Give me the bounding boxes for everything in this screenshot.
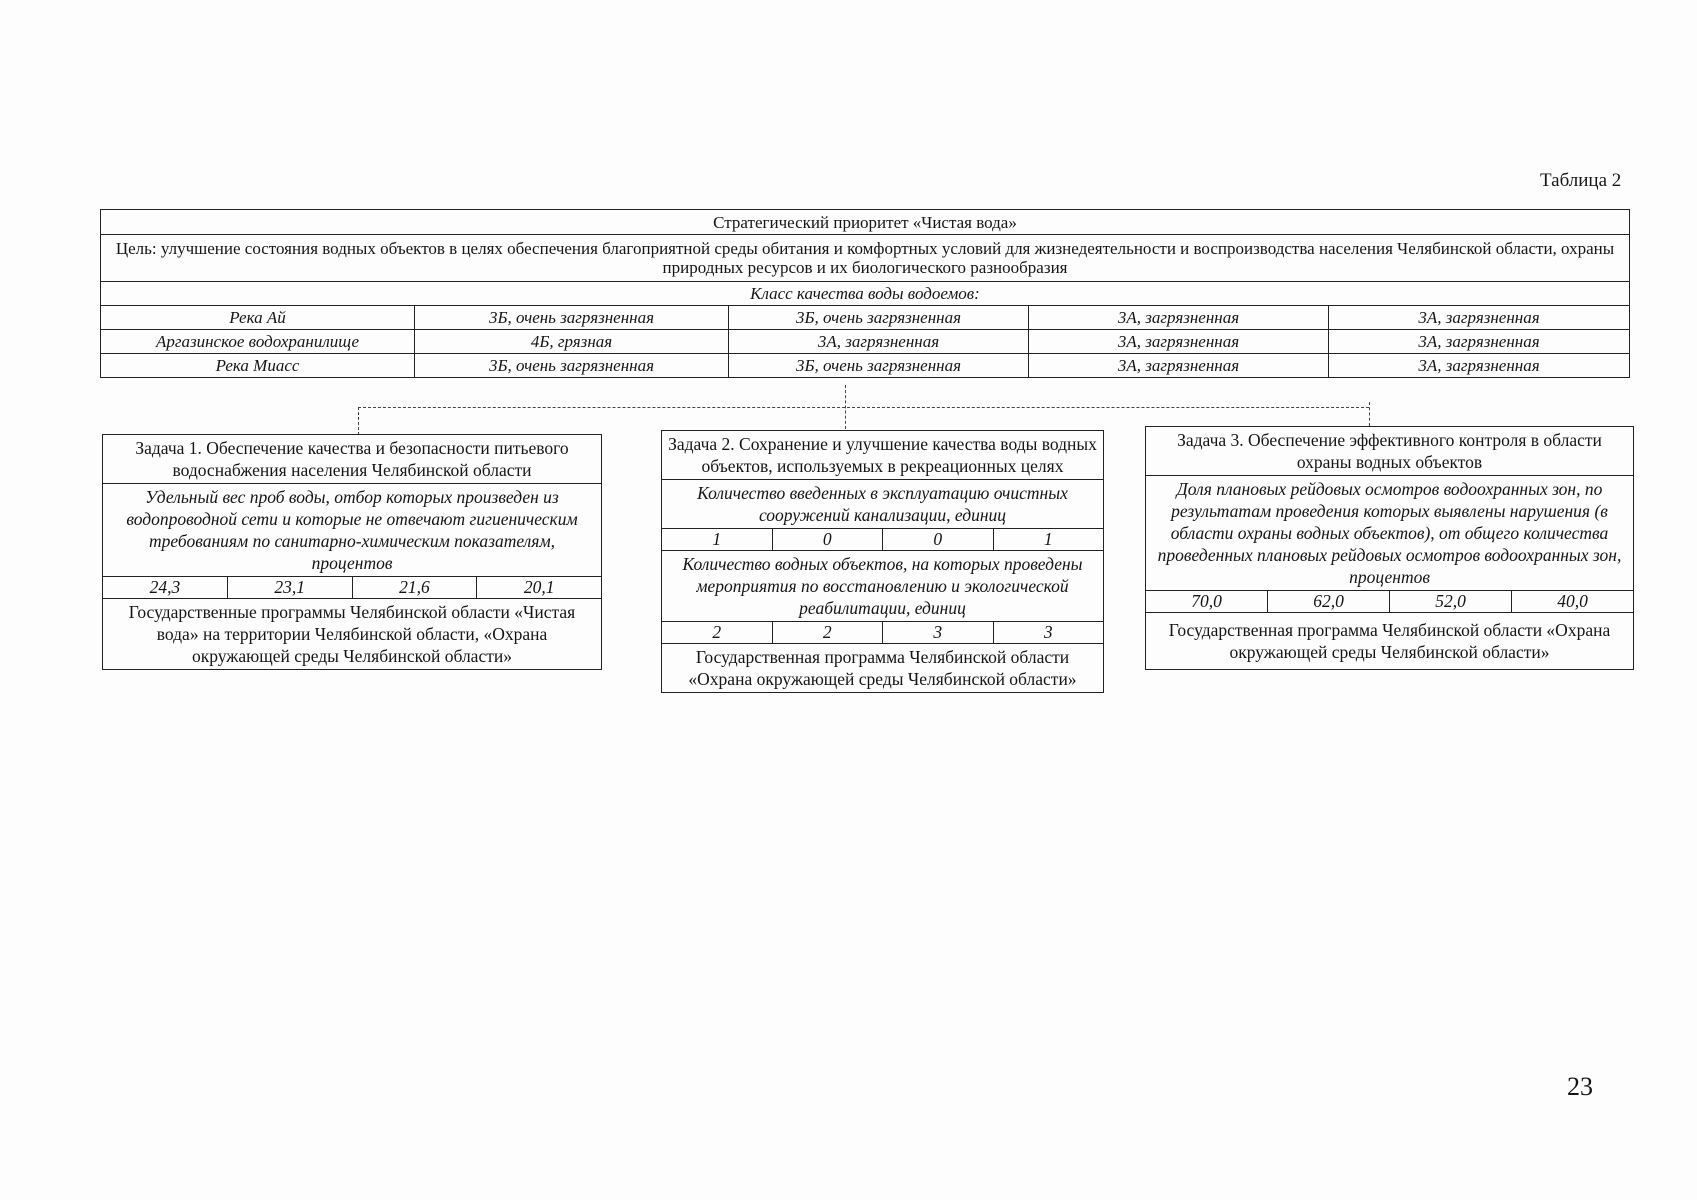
quality-class-cell: 3А, загрязненная: [1029, 306, 1329, 330]
connector-task-1: [358, 407, 359, 435]
indicator-value: 2: [662, 622, 773, 643]
connector-task-3: [1369, 402, 1370, 426]
indicator-text: Количество введенных в эксплуатацию очистных сооружений канализации, единиц: [662, 480, 1103, 529]
program-text: Государственная программа Челябинской области «Охрана окружающей среды Челябинской области»: [1168, 620, 1611, 662]
indicator-text: Количество водных объектов, на которых проведены мероприятия по восстановлению и экологической реабилитации, единиц: [662, 551, 1103, 622]
quality-class-cell: 3Б, очень загрязненная: [415, 306, 729, 330]
indicator-value: 21,6: [353, 577, 478, 598]
quality-class-cell: 4Б, грязная: [415, 330, 729, 354]
quality-class-cell: 3А, загрязненная: [1029, 330, 1329, 354]
goal-text: Цель: улучшение состояния водных объектов в целях обеспечения благоприятной среды обитания и комфортных условий для жизнедеятельности и воспроизводства населения Челябинской области, охраны природных ресурсов и их биологического разнообразия: [101, 235, 1630, 282]
table-row: [101, 354, 1630, 378]
table-label: Таблица 2: [1540, 170, 1622, 191]
quality-class-cell: 3Б, очень загрязненная: [729, 306, 1029, 330]
table-row: [101, 306, 1630, 330]
quality-class-cell: 3А, загрязненная: [729, 330, 1029, 354]
quality-class-cell: 3А, загрязненная: [1329, 330, 1630, 354]
task-title: Задача 1. Обеспечение качества и безопасности питьевого водоснабжения населения Челябинской области: [103, 435, 601, 484]
indicator-value: 3: [1043, 622, 1053, 642]
indicator-values: [662, 529, 1103, 551]
indicator-value: 24,3: [103, 577, 228, 598]
table-row: [101, 330, 1630, 354]
strategic-priority-table: [100, 209, 1630, 378]
quality-class-cell: 3А, загрязненная: [1329, 306, 1630, 330]
connector-branch: [358, 407, 1369, 408]
task-3-box: [1145, 426, 1634, 670]
indicator-value: 1: [1043, 529, 1053, 549]
indicator-text: Удельный вес проб воды, отбор которых произведен из водопроводной сети и которые не отвечают гигиеническим требованиям по санитарно-химическим показателям, процентов: [103, 484, 601, 577]
indicator-value: 1: [662, 529, 773, 550]
indicator-value: 62,0: [1268, 591, 1390, 612]
indicator-value: 52,0: [1390, 591, 1512, 612]
page-number: 23: [1567, 1072, 1593, 1101]
task-2-box: [661, 430, 1104, 693]
indicator-text: Доля плановых рейдовых осмотров водоохранных зон, по результатам проведения которых выявлены нарушения (в области охраны водных объектов), от общего количества проведенных плановых рейдовых осмотров водоохранных зон, процентов: [1146, 476, 1633, 591]
indicator-value: 0: [773, 529, 884, 550]
quality-class-cell: 3Б, очень загрязненная: [729, 354, 1029, 378]
quality-class-cell: 3А, загрязненная: [1029, 354, 1329, 378]
priority-title: Стратегический приоритет «Чистая вода»: [101, 210, 1630, 235]
water-body-name: Река Ай: [101, 306, 415, 330]
connector-trunk: [845, 385, 846, 434]
indicator-value: 23,1: [228, 577, 353, 598]
water-class-header: Класс качества воды водоемов:: [101, 282, 1630, 306]
task-title: Задача 3. Обеспечение эффективного контроля в области охраны водных объектов: [1146, 427, 1633, 476]
water-body-name: Река Миасс: [101, 354, 415, 378]
indicator-value: 70,0: [1146, 591, 1268, 612]
indicator-values: [662, 622, 1103, 644]
indicator-value: 3: [883, 622, 994, 643]
indicator-value: 20,1: [523, 577, 555, 597]
indicator-value: 0: [883, 529, 994, 550]
indicator-values: [103, 577, 601, 599]
indicator-value: 40,0: [1557, 591, 1588, 611]
indicator-value: 2: [773, 622, 884, 643]
task-title: Задача 2. Сохранение и улучшение качества воды водных объектов, используемых в рекреационных целях: [662, 431, 1103, 480]
quality-class-cell: 3Б, очень загрязненная: [415, 354, 729, 378]
water-body-name: Аргазинское водохранилище: [101, 330, 415, 354]
program-text: Государственные программы Челябинской области «Чистая вода» на территории Челябинской области, «Охрана окружающей среды Челябинской области»: [128, 602, 576, 666]
quality-class-cell: 3А, загрязненная: [1329, 354, 1630, 378]
task-1-box: [102, 434, 602, 670]
program-text: Государственная программа Челябинской области «Охрана окружающей среды Челябинской области»: [688, 647, 1077, 689]
indicator-values: [1146, 591, 1633, 613]
